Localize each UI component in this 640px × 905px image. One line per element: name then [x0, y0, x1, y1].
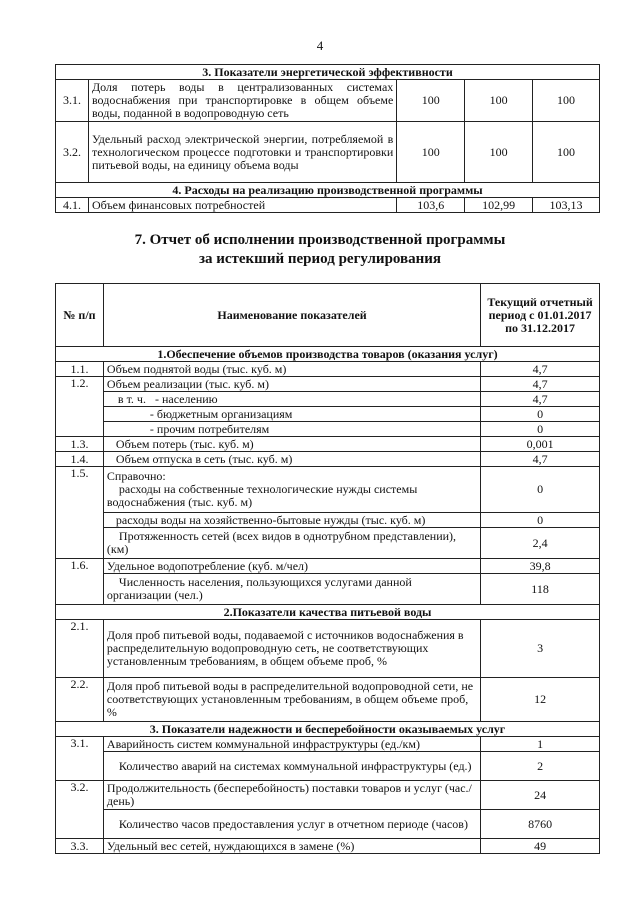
table-row	[56, 513, 600, 528]
row-name: Доля проб питьевой воды в распределительной водопроводной сети, не соответствующих установленным требованиям, в общем объеме проб, %	[103, 678, 480, 722]
row-number: 1.3.	[56, 437, 104, 452]
row-number: 3.3.	[56, 839, 104, 854]
row-name: - прочим потребителям	[103, 422, 480, 437]
row-value: 100	[533, 80, 600, 122]
row-number: 2.1.	[56, 620, 104, 678]
page-number: 4	[316, 38, 324, 53]
row-name: Аварийность систем коммунальной инфраструктуры (ед./км)	[103, 737, 480, 752]
row-value: 100	[397, 80, 465, 122]
table-row	[56, 362, 600, 377]
table-row	[56, 392, 600, 407]
row-value: 0,001	[481, 437, 600, 452]
row-number: 1.5.	[56, 467, 104, 559]
row-name: Удельный расход электрической энергии, потребляемой в технологическом процессе подготовки и транспортировки питьевой воды, на единицу объема воды	[88, 122, 396, 183]
row-name: Доля потерь воды в централизованных системах водоснабжения при транспортировке в общем объеме воды, поданной в водопроводную сеть	[88, 80, 396, 122]
table-row	[56, 452, 600, 467]
row-value: 103,6	[397, 198, 465, 213]
table-row	[56, 559, 600, 574]
row-number: 1.4.	[56, 452, 104, 467]
table-row	[56, 198, 600, 213]
row-value: 4,7	[481, 392, 600, 407]
row-name: - бюджетным организациям	[103, 407, 480, 422]
row-value: 24	[481, 781, 600, 810]
row-value: 0	[481, 513, 600, 528]
row-value: 39,8	[481, 559, 600, 574]
row-value: 100	[465, 122, 533, 183]
section-1-title: 1.Обеспечение объемов производства товаров (оказания услуг)	[56, 347, 600, 362]
row-number: 3.1.	[56, 737, 104, 781]
row-value: 4,7	[481, 362, 600, 377]
production-program-report-table	[55, 283, 600, 854]
row-value: 2,4	[481, 528, 600, 559]
header-row	[56, 284, 600, 347]
report-heading	[0, 231, 640, 269]
row-value: 100	[465, 80, 533, 122]
energy-efficiency-table	[55, 64, 600, 213]
row-name: Объем потерь (тыс. куб. м)	[103, 437, 480, 452]
table-row	[56, 781, 600, 810]
row-name	[103, 467, 480, 513]
row-name: Доля проб питьевой воды, подаваемой с источников водоснабжения в распределительную водопроводную сеть, не соответствующих установленным требованиям, в общем объеме проб, %	[103, 620, 480, 678]
row-number: 4.1.	[56, 198, 89, 213]
row-value: 0	[481, 407, 600, 422]
row-value: 2	[481, 752, 600, 781]
row-number: 3.1.	[56, 80, 89, 122]
row-value: 100	[533, 122, 600, 183]
section-2-title: 2.Показатели качества питьевой воды	[56, 605, 600, 620]
table-row	[56, 737, 600, 752]
row-name: расходы воды на хозяйственно-бытовые нужды (тыс. куб. м)	[103, 513, 480, 528]
row-number: 3.2.	[56, 122, 89, 183]
row-value: 4,7	[481, 377, 600, 392]
row-value: 100	[397, 122, 465, 183]
row-value: 0	[481, 422, 600, 437]
table-row	[56, 407, 600, 422]
table-row	[56, 377, 600, 392]
row-name: Численность населения, пользующихся услугами данной организации (чел.)	[103, 574, 480, 605]
column-header-number: № п/п	[56, 284, 104, 347]
row-value: 49	[481, 839, 600, 854]
table-row	[56, 422, 600, 437]
column-header-name: Наименование показателей	[103, 284, 480, 347]
table-row	[56, 80, 600, 122]
row-value: 118	[481, 574, 600, 605]
section-4-title: 4. Расходы на реализацию производственной программы	[56, 183, 600, 198]
table-row	[56, 752, 600, 781]
row-name: Продолжительность (бесперебойность) поставки товаров и услуг (час./день)	[103, 781, 480, 810]
row-number: 1.1.	[56, 362, 104, 377]
row-subname: расходы на собственные технологические нужды системы водоснабжения (тыс. куб. м)	[106, 482, 418, 509]
row-value: 102,99	[465, 198, 533, 213]
row-note-label: Справочно:	[106, 469, 166, 483]
row-name: Удельное водопотребление (куб. м/чел)	[103, 559, 480, 574]
table-row	[56, 620, 600, 678]
row-value: 8760	[481, 810, 600, 839]
row-name: Удельный вес сетей, нуждающихся в замене (%)	[103, 839, 480, 854]
row-name: Количество аварий на системах коммунальной инфраструктуры (ед.)	[103, 752, 480, 781]
row-value: 4,7	[481, 452, 600, 467]
heading-line-2: за истекший период регулирования	[198, 251, 442, 267]
row-value: 12	[481, 678, 600, 722]
table-row	[56, 678, 600, 722]
row-number: 1.2.	[56, 377, 104, 437]
row-name: Объем реализации (тыс. куб. м)	[103, 377, 480, 392]
table-row	[56, 437, 600, 452]
row-value: 1	[481, 737, 600, 752]
column-header-period: Текущий отчетный период с 01.01.2017 по 31.12.2017	[481, 284, 600, 347]
row-subname: - населению	[154, 391, 218, 406]
table-row	[56, 122, 600, 183]
row-name: Объем поднятой воды (тыс. куб. м)	[103, 362, 480, 377]
row-name: Объем финансовых потребностей	[88, 198, 396, 213]
table-row	[56, 574, 600, 605]
row-number: 2.2.	[56, 678, 104, 722]
row-name: Протяженность сетей (всех видов в однотрубном представлении), (км)	[103, 528, 480, 559]
section-3-title: 3. Показатели энергетической эффективности	[56, 65, 600, 80]
table-row	[56, 467, 600, 513]
row-prefix: в т. ч.	[117, 391, 146, 406]
row-value: 3	[481, 620, 600, 678]
row-number: 1.6.	[56, 559, 104, 605]
section-3-title: 3. Показатели надежности и бесперебойности оказываемых услуг	[56, 722, 600, 737]
heading-line-1: 7. Отчет об исполнении производственной программы	[134, 232, 506, 248]
table-row	[56, 810, 600, 839]
row-name: Объем отпуска в сеть (тыс. куб. м)	[103, 452, 480, 467]
row-value: 103,13	[533, 198, 600, 213]
row-value: 0	[481, 467, 600, 513]
table-row	[56, 839, 600, 854]
row-number: 3.2.	[56, 781, 104, 839]
row-name	[103, 392, 480, 407]
row-name: Количество часов предоставления услуг в отчетном периоде (часов)	[103, 810, 480, 839]
table-row	[56, 528, 600, 559]
